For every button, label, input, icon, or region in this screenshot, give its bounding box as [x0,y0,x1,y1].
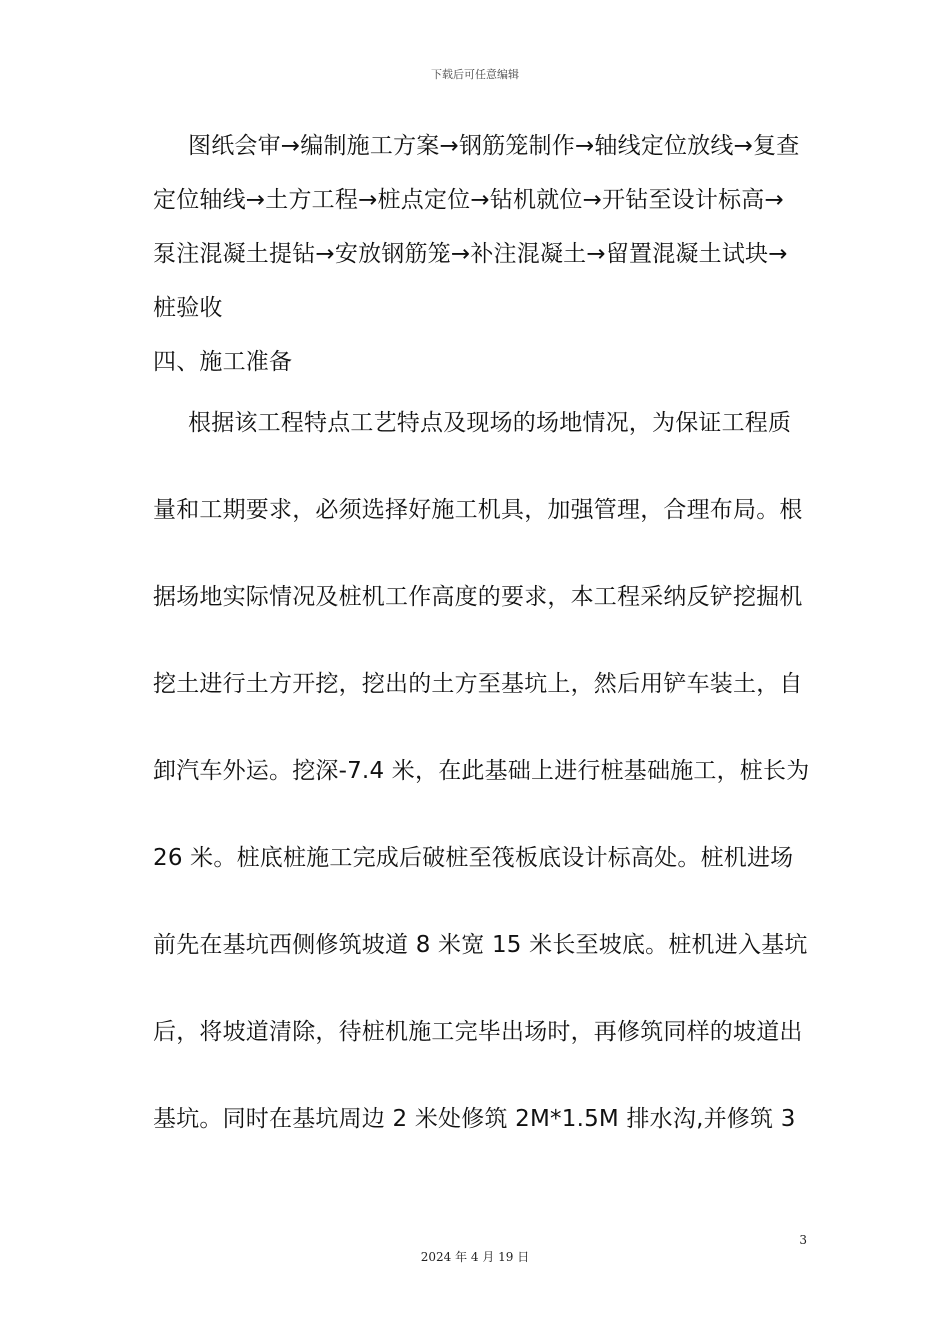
flow-line-4: 桩验收 [153,295,223,321]
body-line-8: 后，将坡道清除，待桩机施工完毕出场时，再修筑同样的坡道出 [153,1019,803,1045]
section-heading: 四、施工准备 [153,349,293,375]
body-line-5: 卸汽车外运。挖深-7.4 米，在此基础上进行桩基础施工，桩长为 [153,758,810,784]
body-line-3: 据场地实际情况及桩机工作高度的要求，本工程采纳反铲挖掘机 [153,584,803,610]
flow-line-2: 定位轴线→土方工程→桩点定位→钻机就位→开钻至设计标高→ [153,187,784,213]
body-line-2: 量和工期要求，必须选择好施工机具，加强管理，合理布局。根 [153,497,803,523]
flow-line-1: 图纸会审→编制施工方案→钢筋笼制作→轴线定位放线→复查 [188,133,800,159]
body-line-9: 基坑。同时在基坑周边 2 米处修筑 2M*1.5M 排水沟,并修筑 3 [153,1106,796,1132]
footer-date: 2024 年 4 月 19 日 [420,1250,530,1264]
body-line-1: 根据该工程特点工艺特点及现场的场地情况，为保证工程质 [188,410,792,436]
page-number: 3 [799,1233,807,1247]
body-line-4: 挖土进行土方开挖，挖出的土方至基坑上，然后用铲车装土，自 [153,671,803,697]
flow-line-3: 泵注混凝土提钻→安放钢筋笼→补注混凝土→留置混凝土试块→ [153,241,788,267]
body-line-6: 26 米。桩底桩施工完成后破桩至筏板底设计标高处。桩机进场 [153,845,794,871]
page-header: 下载后可任意编辑 [431,68,519,81]
body-line-7: 前先在基坑西侧修筑坡道 8 米宽 15 米长至坡底。桩机进入基坑 [153,932,808,958]
